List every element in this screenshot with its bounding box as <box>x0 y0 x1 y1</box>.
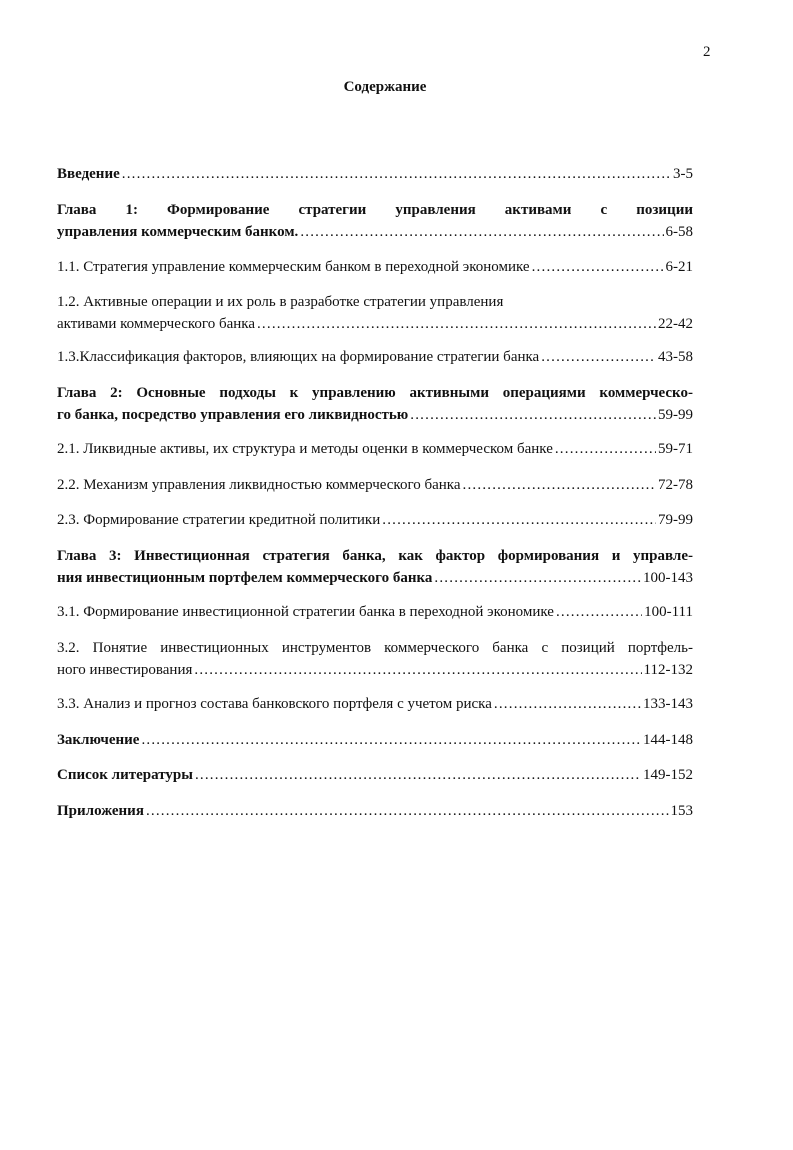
toc-entry-section-2-2 <box>57 474 693 496</box>
entry-pages: 43-58 <box>658 349 693 365</box>
dot-leader <box>300 221 663 243</box>
entry-pages: 72-78 <box>658 477 693 493</box>
toc-entry-chapter-1 <box>57 199 693 243</box>
entry-label-line-2: ного инвестирования <box>57 662 193 678</box>
dot-leader <box>382 509 656 531</box>
entry-pages: 133-143 <box>643 696 693 712</box>
entry-pages: 6-58 <box>665 224 693 240</box>
toc-entry-section-2-3 <box>57 509 693 531</box>
dot-leader <box>194 659 641 681</box>
entry-pages: 153 <box>670 803 693 819</box>
toc-entry-section-3-1 <box>57 601 693 623</box>
dot-leader <box>195 764 641 786</box>
entry-label-line-1: 3.2. Понятие инвестиционных инструментов коммерческого банка с позиций портфель- <box>57 640 693 656</box>
toc-entry-chapter-2 <box>57 382 693 426</box>
toc-entry-section-1-3 <box>57 346 693 368</box>
toc-entry-section-2-1 <box>57 438 693 460</box>
dot-leader <box>541 346 656 368</box>
entry-pages: 3-5 <box>673 166 693 182</box>
entry-label: 2.2. Механизм управления ликвидностью коммерческого банка <box>57 477 461 493</box>
entry-label: 1.1. Стратегия управление коммерческим банком в переходной экономике <box>57 259 530 275</box>
entry-label: Введение <box>57 166 120 182</box>
entry-label: Список литературы <box>57 767 193 783</box>
toc-entry-section-1-2 <box>57 291 693 335</box>
toc-entry-conclusion <box>57 729 693 751</box>
entry-label: 1.3.Классификация факторов, влияющих на формирование стратегии банка <box>57 349 540 365</box>
entry-label: 2.1. Ликвидные активы, их структура и методы оценки в коммерческом банке <box>57 441 553 457</box>
dot-leader <box>146 800 669 822</box>
dot-leader <box>555 438 656 460</box>
page-number: 2 <box>703 44 711 60</box>
entry-pages: 144-148 <box>643 732 693 748</box>
entry-label: Приложения <box>57 803 144 819</box>
dot-leader <box>463 474 656 496</box>
dot-leader <box>556 601 642 623</box>
entry-label-line-1: Глава 3: Инвестиционная стратегия банка, как фактор формирования и управле- <box>57 548 693 564</box>
toc-entry-references <box>57 764 693 786</box>
entry-pages: 59-99 <box>658 407 693 423</box>
dot-leader <box>434 567 641 589</box>
entry-label: 3.1. Формирование инвестиционной стратегии банка в переходной экономике <box>57 604 554 620</box>
dot-leader <box>122 163 671 185</box>
toc-entry-chapter-3 <box>57 545 693 589</box>
entry-pages: 79-99 <box>658 512 693 528</box>
entry-label-line-2: активами коммерческого банка <box>57 316 255 332</box>
entry-label-line-2: ния инвестиционным портфелем коммерческого банка <box>57 570 433 586</box>
entry-label-line-1: Глава 1: Формирование стратегии управления активами с позиции <box>57 202 693 218</box>
dot-leader <box>494 693 641 715</box>
dot-leader <box>257 313 656 335</box>
entry-pages: 112-132 <box>643 662 693 678</box>
entry-pages: 100-143 <box>643 570 693 586</box>
toc-entry-introduction <box>57 163 693 185</box>
entry-label: 3.3. Анализ и прогноз состава банковского портфеля с учетом риска <box>57 696 492 712</box>
dot-leader <box>141 729 641 751</box>
dot-leader <box>532 256 664 278</box>
dot-leader <box>410 404 656 426</box>
entry-pages: 100-111 <box>644 604 693 620</box>
entry-pages: 6-21 <box>665 259 693 275</box>
entry-label: Заключение <box>57 732 140 748</box>
entry-label-line-1: 1.2. Активные операции и их роль в разработке стратегии управления <box>57 294 504 310</box>
page-title: Содержание <box>343 79 427 95</box>
entry-label-line-1: Глава 2: Основные подходы к управлению активными операциями коммерческо- <box>57 385 693 401</box>
toc-entry-section-3-3 <box>57 693 693 715</box>
toc-entry-appendices <box>57 800 693 822</box>
toc-entry-section-3-2 <box>57 637 693 681</box>
entry-label-line-2: управления коммерческим банком. <box>57 224 299 240</box>
entry-label: 2.3. Формирование стратегии кредитной политики <box>57 512 381 528</box>
entry-pages: 149-152 <box>643 767 693 783</box>
entry-pages: 59-71 <box>658 441 693 457</box>
toc-entry-section-1-1 <box>57 256 693 278</box>
entry-pages: 22-42 <box>658 316 693 332</box>
entry-label-line-2: го банка, посредство управления его ликвидностью <box>57 407 409 423</box>
